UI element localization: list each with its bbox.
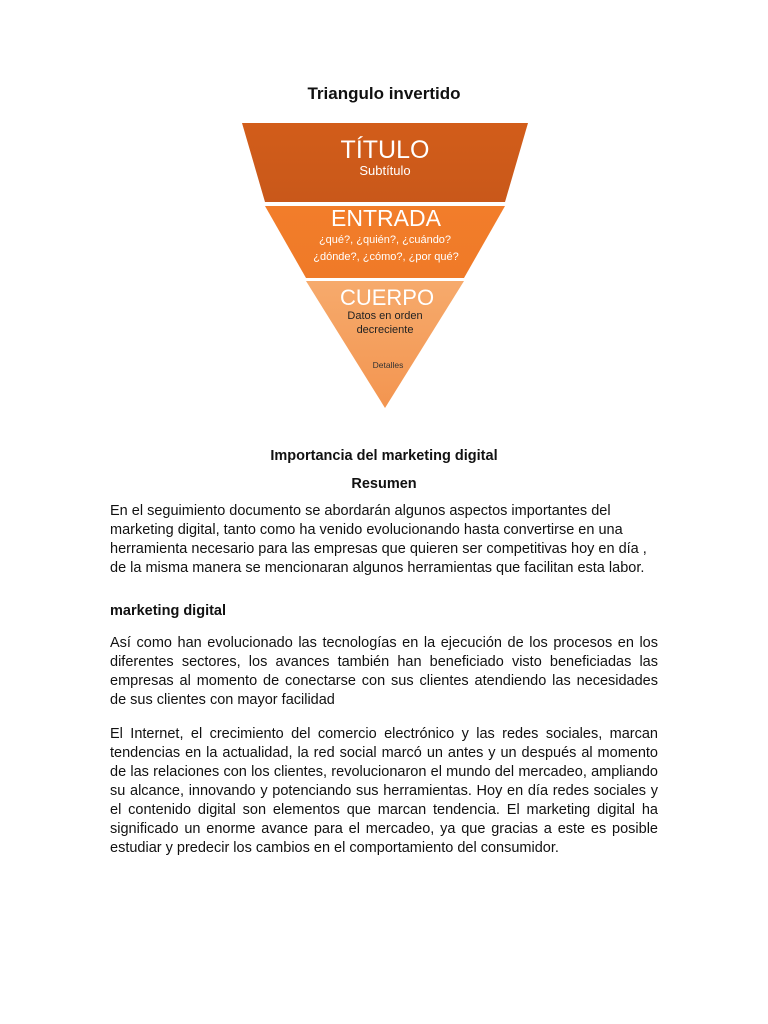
triangle-bottom-line1: Datos en orden xyxy=(347,310,423,322)
subheading-marketing-digital: marketing digital xyxy=(110,603,227,619)
triangle-middle-line1: ¿qué?, ¿quién?, ¿cuándo? xyxy=(318,234,452,246)
triangle-top-title: TÍTULO xyxy=(340,136,430,164)
triangle-bottom-detail: Detalles xyxy=(372,360,404,370)
summary-heading: Resumen xyxy=(351,476,417,492)
triangle-top-subtitle: Subtítulo xyxy=(359,163,411,178)
section-title: Importancia del marketing digital xyxy=(270,448,498,464)
summary-paragraph: En el seguimiento documento se abordarán algunos aspectos importantes del marketing digital, tanto como ha venido evolucionando hasta convertirse en una herramienta necesario para las empresas que quieren ser competitivas hoy en día , de la misma manera se mencionaran algunos herramientas que facilitan esta labor. xyxy=(110,503,647,576)
triangle-middle-title: ENTRADA xyxy=(331,205,441,231)
triangle-bottom-line2: decreciente xyxy=(356,324,414,336)
triangle-middle-line2: ¿dónde?, ¿cómo?, ¿por qué? xyxy=(313,251,459,263)
triangle-bottom-title: CUERPO xyxy=(339,285,435,310)
body-paragraph-1: Así como han evolucionado las tecnologías en la ejecución de los procesos en los diferentes sectores, los avances también han beneficiado visto beneficiadas las empresas al momento de conectarse con sus clientes atendiendo las necesidades de sus clientes con mayor facilidad xyxy=(110,635,658,708)
page-title: Triangulo invertido xyxy=(307,84,461,103)
inverted-triangle-diagram xyxy=(236,118,532,410)
body-paragraph-2: El Internet, el crecimiento del comercio electrónico y las redes sociales, marcan tendencias en la actualidad, la red social marcó un antes y un después al momento de las relaciones con los clientes, revolucionaron el mundo del mercadeo, ampliando su alcance, innovando y potenciando sus herramientas. Hoy en día redes sociales y el contenido digital son elementos que marcan tendencia. El marketing digital ha significado un enorme avance para el mercadeo, ya que gracias a este es posible estudiar y predecir los cambios en el comportamiento del consumidor. xyxy=(110,726,658,856)
